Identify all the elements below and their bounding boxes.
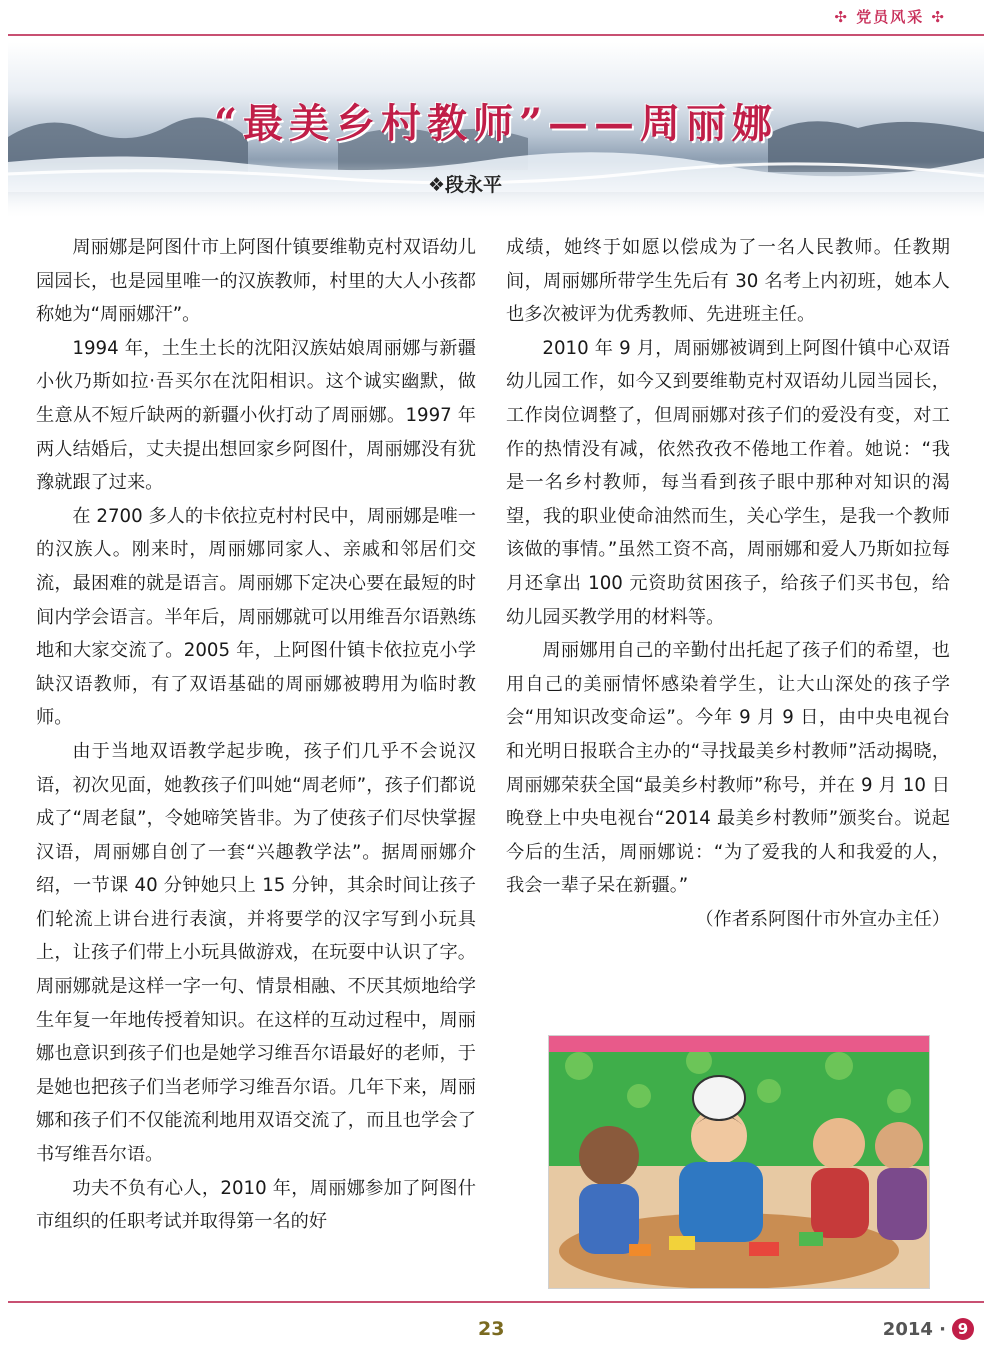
paragraph: 在 2700 多人的卡依拉克村村民中，周丽娜是唯一的汉族人。刚来时，周丽娜同家人、亲戚和邻居们交流，最困难的就是语言。周丽娜下定决心要在最短的时间内学会语言。半年后，周丽娜就可以用维吾尔语熟练地和大家交流了。2005 年，上阿图什镇卡依拉克小学缺汉语教师，有了双语基础的周丽娜被聘用为临时教师。 <box>36 505 476 729</box>
classroom-photo <box>548 1035 930 1289</box>
right-column <box>506 231 950 936</box>
paragraph: 周丽娜是阿图什市上阿图什镇要维勒克村双语幼儿园园长，也是园里唯一的汉族教师，村里的大人小孩都称她为“周丽娜汗”。 <box>36 237 476 326</box>
footer-rule <box>8 1301 984 1303</box>
byline: ❖段永平 <box>428 174 503 196</box>
paragraph: 功夫不负有心人，2010 年，周丽娜参加了阿图什市组织的任职考试并取得第一名的好 <box>36 1177 476 1233</box>
paragraph: 周丽娜用自己的辛勤付出托起了孩子们的希望，也用自己的美丽情怀感染着学生，让大山深处的孩子学会“用知识改变命运”。今年 9 月 9 日，由中央电视台和光明日报联合主办的“寻找最美乡村教师”活动揭晓，周丽娜荣获全国“最美乡村教师”称号，并在 9 月 10 日晚登上中央电视台“2014 最美乡村教师”颁奖台。说起今后的生活，周丽娜说：“为了爱我的人和我爱的人，我会一辈子呆在新疆。” <box>506 640 950 897</box>
author-note: （作者系阿图什市外宣办主任） <box>695 908 950 930</box>
header-banner <box>8 42 984 220</box>
top-rule <box>8 34 984 36</box>
issue-month-badge: 9 <box>952 1318 974 1340</box>
paragraph: 2010 年 9 月，周丽娜被调到上阿图什镇中心双语幼儿园工作，如今又到要维勒克村双语幼儿园当园长，工作岗位调整了，但周丽娜对孩子们的爱没有变，对工作的热情没有减，依然孜孜不倦地工作着。她说：“我是一名乡村教师，每当看到孩子眼中那种对知识的渴望，我的职业使命油然而生，关心学生，是我一个教师该做的事情。”虽然工资不高，周丽娜和爱人乃斯如拉每月还拿出 100 元资助贫困孩子，给孩子们买书包，给幼儿园买教学用的材料等。 <box>506 337 950 628</box>
article-title: “最美乡村教师”——周丽娜 <box>213 100 778 147</box>
paragraph: 由于当地双语教学起步晚，孩子们几乎不会说汉语，初次见面，她教孩子们叫她“周老师”，孩子们都说成了“周老鼠”，令她啼笑皆非。为了使孩子们尽快掌握汉语，周丽娜自创了一套“兴趣教学法”。据周丽娜介绍，一节课 40 分钟她只上 15 分钟，其余时间让孩子们轮流上讲台进行表演，并将要学的汉字写到小玩具上，让孩子们带上小玩具做游戏，在玩耍中认识了字。周丽娜就是这样一字一句、情景相融、不厌其烦地给学生年复一年地传授着知识。在这样的互动过程中，周丽娜也意识到孩子们也是她学习维吾尔语最好的老师，于是她也把孩子们当老师学习维吾尔语。几年下来，周丽娜和孩子们不仅能流利地用双语交流了，而且也学会了书写维吾尔语。 <box>36 740 476 1166</box>
section-tag: ✣ 党员风采 ✣ <box>834 8 946 26</box>
page-number: 23 <box>478 1318 505 1340</box>
issue-year: 2014 · <box>882 1318 946 1340</box>
left-column <box>36 231 476 1239</box>
paragraph: 1994 年，土生土长的沈阳汉族姑娘周丽娜与新疆小伙乃斯如拉·吾买尔在沈阳相识。这个诚实幽默，做生意从不短斤缺两的新疆小伙打动了周丽娜。1997 年两人结婚后，丈夫提出想回家乡阿图什，周丽娜没有犹豫就跟了过来。 <box>36 337 476 494</box>
issue-label <box>883 1318 974 1340</box>
paragraph-continuation: 成绩，她终于如愿以偿成为了一名人民教师。任教期间，周丽娜所带学生先后有 30 名考上内初班，她本人也多次被评为优秀教师、先进班主任。 <box>506 237 950 326</box>
